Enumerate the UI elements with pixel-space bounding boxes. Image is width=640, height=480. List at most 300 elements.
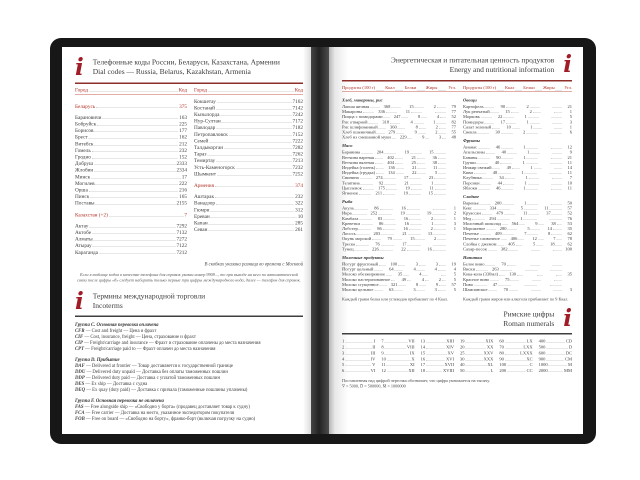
- incoterm-description: — Ex quay (duty paid) — Доставка с причала (таможенные пошлины уплачены): [85, 387, 248, 393]
- roman-numeral: VI: [370, 368, 376, 374]
- dot-leader: [89, 138, 178, 139]
- protein-value: 1: [523, 185, 526, 191]
- protein-value: 1: [524, 114, 527, 120]
- kcal-value: 130: [509, 271, 516, 277]
- carbs-value: 48: [451, 134, 457, 140]
- roman-pair: [421, 368, 454, 374]
- dot-leader: [417, 270, 425, 271]
- dot-leader: [552, 179, 562, 180]
- city-code-row: [194, 171, 303, 178]
- city-name: Жлобин: [75, 167, 94, 174]
- dot-leader: [554, 169, 562, 170]
- protein-value: 1: [523, 144, 526, 150]
- dot-leader: [356, 245, 369, 246]
- dot-leader: [438, 270, 446, 271]
- fat-value: 9: [435, 281, 439, 287]
- dot-leader: [526, 163, 538, 164]
- protein-value: 15: [410, 236, 415, 242]
- protein-value: 2: [523, 129, 526, 135]
- fat-value: 1: [431, 220, 434, 226]
- city-name: Актобе: [75, 230, 92, 236]
- food-name: Картофель: [463, 104, 484, 109]
- dot-leader: [396, 169, 404, 170]
- dot-leader: [528, 184, 539, 185]
- roman-numeral: III: [370, 350, 376, 356]
- incoterm-code: DES: [75, 381, 85, 387]
- protein-value: 8: [415, 124, 418, 130]
- protein-value: 21: [402, 231, 407, 237]
- dot-leader: [501, 240, 507, 241]
- arabic-number: 20: [460, 344, 465, 350]
- dot-leader: [549, 219, 562, 220]
- carbs-value: 5: [453, 271, 456, 277]
- protein-value: 3: [413, 287, 416, 293]
- dot-leader: [345, 342, 373, 343]
- protein-value: 1: [525, 175, 528, 181]
- title-rule: [75, 83, 303, 85]
- dot-leader: [539, 224, 544, 225]
- city-name: Кызылорда: [193, 112, 220, 118]
- dot-leader: [384, 118, 390, 119]
- protein-value: 12: [532, 236, 537, 242]
- roman-numeral: VIII: [406, 344, 415, 350]
- food-name: Слойка с джемом: [463, 241, 497, 247]
- protein-value: 9: [422, 134, 425, 140]
- dot-leader: [509, 250, 518, 251]
- nutrition-title-ru: Энергетическая и питательная ценность продуктов: [390, 56, 555, 65]
- dot-leader: [387, 360, 411, 361]
- food-name: Варенье: [463, 200, 479, 206]
- dial-code: 2334: [176, 167, 187, 174]
- kcal-value: 294: [489, 215, 496, 221]
- fat-value: 2: [435, 129, 438, 135]
- dot-leader: [534, 169, 542, 170]
- dot-leader: [426, 348, 445, 349]
- city-name: Витебск: [75, 141, 94, 147]
- arabic-number: 14: [420, 344, 426, 350]
- roman-numeral: C: [529, 362, 533, 368]
- dot-leader: [527, 148, 538, 149]
- incoterm-code: FCA: [75, 410, 85, 416]
- dial-code: 312: [295, 207, 303, 213]
- arabic-number: 40: [460, 362, 465, 368]
- dial-code: 165: [179, 194, 187, 200]
- country-name: Армения: [193, 183, 215, 189]
- fat-value: 7: [553, 236, 556, 242]
- dot-leader: [417, 291, 425, 292]
- carbs-value: 1: [453, 215, 457, 221]
- food-name: Тунец: [342, 246, 354, 252]
- protein-column-label: Белки: [404, 85, 417, 90]
- city-code-row: [194, 207, 303, 214]
- incoterm-description: — Freight/carriage paid to — Фрахт оплачен до места назначения: [83, 346, 216, 352]
- protein-value: 19: [403, 190, 409, 196]
- nutrition-header: [342, 50, 572, 78]
- carbs-value: 19: [451, 261, 457, 267]
- dot-leader: [407, 280, 411, 281]
- kcal-value: 76: [375, 241, 380, 247]
- food-name: Молоко пастеризованное: [342, 276, 391, 282]
- dot-leader: [482, 214, 492, 215]
- dial-code: 10: [297, 213, 303, 220]
- dot-leader: [531, 250, 540, 251]
- carbs-value: 6: [569, 129, 572, 135]
- carbs-value: 1: [453, 226, 457, 232]
- food-name: Апельсины: [463, 149, 485, 155]
- food-name: Круассан: [463, 210, 481, 216]
- kcal-value: 47: [492, 281, 498, 287]
- dot-leader: [89, 191, 178, 192]
- protein-value: 19: [405, 185, 410, 191]
- kcal-value: 263: [492, 266, 499, 272]
- incoterms-title-en: Incoterms: [92, 301, 123, 310]
- roman-numeral: CC: [526, 368, 533, 374]
- dial-code: 7282: [292, 145, 303, 151]
- fat-value: 13: [427, 231, 433, 237]
- dot-leader: [473, 209, 486, 210]
- dot-leader: [215, 198, 294, 199]
- protein-value: 1: [522, 159, 525, 165]
- incoterm-group-heading: Группа C. Основная перевозка оплачена: [75, 322, 159, 328]
- city-name: Алматы: [75, 236, 93, 243]
- dot-leader: [425, 280, 429, 281]
- arabic-number: 1: [342, 338, 345, 344]
- dot-leader: [493, 169, 501, 170]
- dot-leader: [527, 158, 538, 159]
- dot-leader: [546, 342, 564, 343]
- nutrition-row: [342, 191, 456, 196]
- roman-column: [499, 339, 532, 374]
- fat-value: 1: [431, 180, 434, 186]
- incoterm-code: CFR: [75, 328, 85, 334]
- fat-value: 2: [435, 124, 438, 130]
- incoterms-header: [75, 287, 303, 315]
- dot-leader: [92, 234, 175, 235]
- code-column-label: Код: [294, 87, 303, 94]
- city-name: Могилев: [75, 180, 95, 187]
- dot-leader: [229, 135, 292, 136]
- dot-leader: [395, 163, 403, 164]
- fat-value: 37: [546, 210, 551, 216]
- dot-leader: [529, 179, 539, 180]
- kcal-value: 334: [489, 205, 497, 211]
- dot-leader: [89, 227, 175, 228]
- dot-leader: [395, 291, 403, 292]
- kcal-value: 44: [497, 180, 503, 186]
- dot-leader: [433, 245, 446, 246]
- carbs-value: 77: [451, 109, 457, 115]
- food-name: Лук репчатый: [463, 109, 490, 115]
- carbs-value: 5: [453, 276, 456, 282]
- carbs-value: 50: [567, 200, 572, 206]
- dot-leader: [403, 275, 408, 276]
- dial-code: 177: [179, 128, 187, 134]
- incoterm-code: FAS: [75, 404, 84, 410]
- kcal-value: 17: [500, 119, 506, 125]
- fat-value: 16: [427, 246, 432, 252]
- protein-value: 1: [526, 119, 529, 125]
- fat-value: 36: [432, 154, 437, 160]
- food-name: Морковь: [463, 114, 480, 120]
- nutrition-column-headers: [342, 82, 572, 92]
- dot-leader: [551, 204, 562, 205]
- dot-leader: [378, 214, 392, 215]
- dot-leader: [94, 165, 175, 166]
- food-name: Лосось: [342, 231, 356, 237]
- dial-code: 261: [295, 227, 303, 233]
- dot-leader: [551, 118, 562, 119]
- roman-numeral: M: [568, 362, 573, 368]
- dot-leader: [503, 184, 514, 185]
- dot-leader: [381, 245, 394, 246]
- dot-leader: [500, 163, 512, 164]
- city-name: Костанай: [193, 105, 215, 111]
- dot-leader: [524, 209, 537, 210]
- food-name: Пицца с помидорами: [342, 114, 383, 120]
- food-name: Красное вино: [463, 276, 490, 282]
- dial-code: 7212: [176, 249, 187, 256]
- dot-leader: [546, 348, 567, 349]
- dot-leader: [385, 153, 396, 154]
- dial-code: 17: [181, 174, 187, 180]
- dot-leader: [554, 128, 562, 129]
- incoterm-code: CIF: [75, 334, 84, 340]
- roman-column: [539, 339, 572, 374]
- arabic-number: 17: [420, 362, 426, 368]
- dot-leader: [528, 214, 538, 215]
- fat-value: 18: [550, 241, 555, 247]
- fat-value: 2: [430, 215, 434, 221]
- kcal-value: 49: [401, 276, 407, 282]
- food-name: Лобстер: [342, 226, 358, 232]
- kcal-value: 402: [387, 154, 394, 160]
- dot-leader: [435, 189, 446, 190]
- protein-value: 17: [403, 175, 409, 181]
- incoterms-title-ru: Термины международной торговли: [92, 292, 206, 301]
- kcal-value: 15: [505, 109, 510, 115]
- dialing-instructions-note: Если в таблице кодов в качестве телефона для справок указан номер 9909..., то при выходе на него по автоматической связи после цифры «8» следует набирать только первые три цифры международного кода, далее — телефон для справок.: [77, 271, 301, 283]
- incoterm-group-heading: Группа D. Прибытие: [75, 357, 120, 363]
- protein-value: 1: [530, 165, 533, 171]
- kcal-value: 34: [499, 175, 504, 181]
- dot-leader: [353, 214, 367, 215]
- dot-leader: [503, 204, 514, 205]
- roman-pair: [381, 368, 414, 374]
- food-name: Яблоки: [463, 185, 478, 191]
- dial-code: 7272: [176, 236, 187, 243]
- dot-leader: [94, 171, 175, 172]
- incoterm-code: DAF: [75, 363, 85, 369]
- dot-leader: [96, 184, 179, 185]
- dot-leader: [527, 189, 538, 190]
- fat-value: 4: [436, 114, 440, 120]
- city-name: Нур-Султан: [193, 118, 221, 125]
- dot-leader: [435, 113, 446, 114]
- city-name: Гродно: [75, 154, 91, 161]
- dot-leader: [361, 184, 373, 185]
- roman-pair: [342, 368, 375, 374]
- dot-leader: [392, 138, 396, 139]
- roman-pair: [539, 368, 572, 374]
- city-code-row: [75, 114, 187, 121]
- dot-leader: [211, 217, 297, 218]
- kcal-value: 252: [370, 210, 378, 216]
- kcal-value: 83: [377, 215, 383, 221]
- dot-leader: [355, 209, 368, 210]
- dial-code: 322: [295, 200, 303, 207]
- roman-numeral: IV: [370, 356, 376, 362]
- fat-value: 4: [434, 266, 437, 272]
- dot-leader: [396, 133, 404, 134]
- city-name: Павлодар: [193, 125, 216, 131]
- dot-leader: [466, 354, 483, 355]
- dot-leader: [437, 240, 446, 241]
- city-name: Актау: [75, 223, 89, 229]
- kcal-value: 200: [494, 200, 502, 206]
- protein-value: 11: [405, 109, 411, 115]
- roman-examples-note: V̅ = 5000, D̅ = 500000, M̅ = 1000000: [342, 383, 406, 389]
- dot-leader: [425, 138, 429, 139]
- food-section-heading: Сладкое: [463, 194, 480, 200]
- city-name: Караганда: [75, 249, 99, 256]
- incoterm-description: — Freight/carriage and insurance — Фрахт и страхование оплачены до места назначения: [82, 340, 261, 346]
- kcal-value: 79: [387, 236, 392, 242]
- carbs-value: 52: [567, 210, 572, 216]
- dot-leader: [375, 163, 383, 164]
- dial-code: 285: [295, 220, 303, 227]
- dot-leader: [434, 179, 446, 180]
- kcal-value: 274: [375, 175, 383, 181]
- dot-leader: [398, 285, 405, 286]
- page-gutter: [311, 47, 329, 434]
- dot-leader: [519, 224, 524, 225]
- protein-value: 4: [419, 271, 422, 277]
- dot-leader: [552, 214, 562, 215]
- roman-overline-note: Поставленная над цифрой черточка обозначает, что цифра умножается на тысячу.: [342, 378, 491, 384]
- dot-leader: [408, 235, 421, 236]
- kcal-value: 409: [494, 231, 502, 237]
- dot-leader: [401, 118, 407, 119]
- fat-value: 11: [544, 205, 549, 211]
- city-code-row: [75, 194, 187, 201]
- city-name: Кокшетау: [193, 98, 216, 105]
- roman-numeral: XVII: [444, 362, 455, 368]
- dot-leader: [92, 158, 178, 159]
- dot-leader: [426, 366, 443, 367]
- incoterm-code: DEQ: [75, 387, 86, 393]
- nutrition-column-1: [342, 94, 456, 302]
- kcal-value: 100: [390, 261, 398, 267]
- country-section-row: [194, 183, 303, 190]
- carbs-value: 2: [453, 210, 456, 216]
- food-name: Рис шлифованный: [342, 124, 378, 130]
- arabic-number: 600: [538, 350, 546, 356]
- dot-leader: [386, 113, 397, 114]
- roman-numeral: IX: [409, 350, 415, 356]
- dot-leader: [208, 231, 294, 232]
- dot-leader: [481, 184, 492, 185]
- roman-column: [421, 339, 454, 374]
- protein-value: 22: [412, 170, 417, 176]
- city-code-row: [75, 154, 187, 161]
- protein-value: 15: [409, 104, 414, 109]
- carbs-value: 77: [451, 124, 457, 130]
- city-column-label: Город: [193, 87, 207, 94]
- fat-column-label: Жиры: [425, 85, 438, 90]
- carbs-value: 100: [565, 246, 573, 252]
- carbs-value: 62: [567, 231, 573, 237]
- dot-leader: [550, 270, 562, 271]
- food-name: Свинина: [342, 175, 359, 181]
- roman-numeral: XII: [408, 368, 415, 374]
- dial-code: 375: [179, 103, 187, 110]
- carbs-value: 53: [567, 220, 572, 226]
- fat-value: 15: [428, 190, 434, 196]
- protein-value: 16: [404, 220, 409, 226]
- dot-leader: [396, 84, 404, 91]
- products-column-label: Продукты (100 г): [342, 85, 376, 90]
- city-name: Атырау: [75, 243, 92, 249]
- dot-leader: [499, 275, 505, 276]
- dot-leader: [505, 179, 515, 180]
- dot-leader: [369, 123, 379, 124]
- carbs-value: 79: [451, 104, 457, 109]
- nutrition-row: [463, 185, 572, 190]
- kcal-value: 90: [496, 154, 501, 160]
- dot-leader: [533, 280, 541, 281]
- incoterms-list: [75, 322, 303, 422]
- carbs-value: 35: [567, 271, 572, 277]
- roman-numeral: I: [373, 338, 376, 344]
- dot-leader: [528, 118, 539, 119]
- dot-leader: [357, 235, 370, 236]
- dot-leader: [466, 348, 486, 349]
- dot-leader: [380, 209, 393, 210]
- arabic-number: 2000: [538, 368, 548, 374]
- dial-code: 374: [295, 183, 303, 189]
- roman-numerals-header: [342, 304, 572, 332]
- dot-leader: [483, 179, 493, 180]
- kcal-value: 175: [378, 185, 385, 191]
- dot-leader: [438, 163, 446, 164]
- dot-leader: [216, 162, 291, 163]
- protein-value: 1: [530, 124, 533, 130]
- fat-value: 3: [434, 287, 437, 293]
- dot-leader: [518, 240, 524, 241]
- food-name: Бананы: [463, 154, 478, 160]
- dot-leader: [486, 153, 495, 154]
- products-column-label: Продукты (100 г): [463, 85, 497, 90]
- protein-value: 5: [532, 241, 536, 247]
- protein-value: 16: [401, 205, 406, 211]
- fat-value: 5: [435, 170, 438, 176]
- dot-leader: [377, 133, 385, 134]
- city-code-row: [75, 167, 187, 174]
- incoterm-description: — Cost, insurance, freight — Цена, страхование и фрахт: [83, 334, 196, 340]
- dot-leader: [553, 265, 562, 266]
- city-name: Усть-Каменогорск: [193, 164, 235, 171]
- roman-numerals-table: [342, 339, 572, 374]
- arabic-number: 3: [342, 350, 345, 356]
- food-name: Инжир свежий: [463, 165, 492, 171]
- food-name: Хлеб пшеничный: [342, 129, 376, 135]
- dot-leader: [488, 250, 497, 251]
- roman-pair: [460, 368, 493, 374]
- dot-leader: [370, 108, 379, 109]
- roman-numeral: V: [372, 362, 376, 368]
- dot-leader: [409, 219, 421, 220]
- incoterm-description: — Free alongside ship — «Свободно у борта» (продавец доставляет товар к судну): [83, 404, 250, 410]
